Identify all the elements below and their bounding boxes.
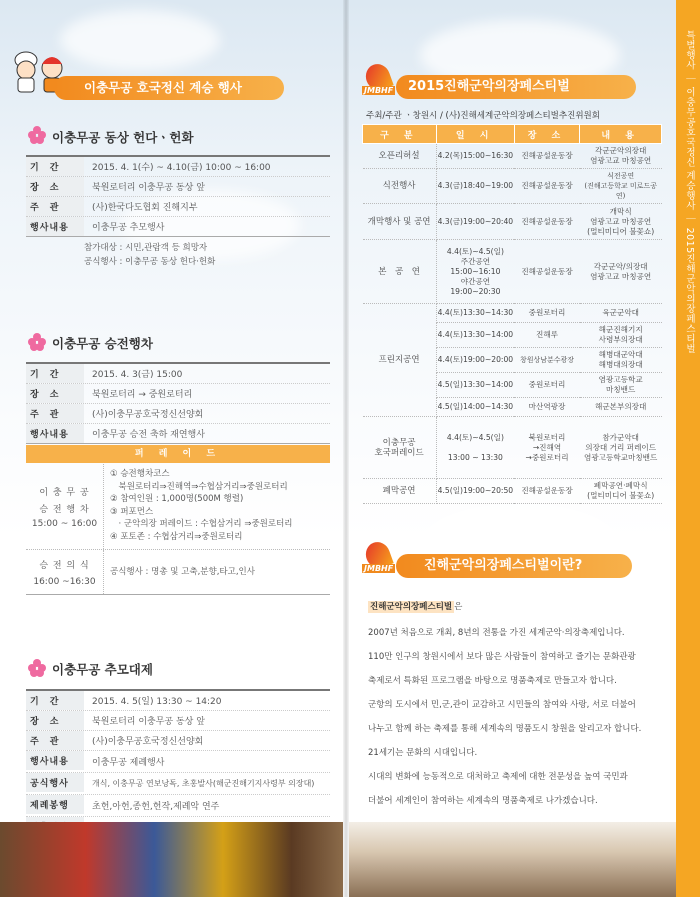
- schedule-content: 개막식 염광고교 마칭공연 (멀티미디어 불꽃쇼): [580, 204, 662, 240]
- schedule-header: 일 시: [436, 125, 514, 144]
- about-suffix: 은: [454, 602, 463, 612]
- info-key: 장 소: [26, 711, 84, 730]
- schedule-cat: 오픈리허설: [363, 144, 437, 169]
- festival-title: 2015진해군악의장페스티벌: [396, 75, 636, 99]
- info-key: 주 관: [26, 197, 84, 216]
- about-line: 더불어 세계인이 참여하는 세계속의 명품축제로 나가겠습니다.: [368, 796, 598, 806]
- schedule-content: 해군진해기지 사령부의장대: [580, 323, 662, 348]
- schedule-place: 창원상남분수광장: [514, 348, 580, 373]
- schedule-content: 식전공연 (진해고등학교 미로드공연): [580, 169, 662, 204]
- parade-line: 북원로터리⇒진해역⇒수협삼거리⇒중원로터리: [110, 481, 288, 492]
- logo-text: JMBHF: [364, 86, 394, 95]
- about-line: 2007년 처음으로 개최, 8년의 전통을 가진 세계군악·의장축제입니다.: [368, 628, 625, 638]
- schedule-date: 4.4(토)19:00~20:00: [436, 348, 514, 373]
- about-highlight: 진해군악의장페스티벌: [370, 602, 453, 612]
- info-key: 행사내용: [26, 424, 84, 443]
- parade-table: [26, 464, 330, 595]
- schedule-header: 장 소: [514, 125, 580, 144]
- schedule-place: 중원로터리: [514, 304, 580, 323]
- schedule-place: 마산역광장: [514, 398, 580, 417]
- parade-label: [26, 550, 104, 594]
- info-value: 이충무공 추모행사: [92, 223, 165, 233]
- schedule-content: 각군군악의장대 염광고교 마칭공연: [580, 144, 662, 169]
- schedule-content: 염광고등학교 마칭밴드: [580, 373, 662, 398]
- about-line: 나누고 함께 하는 축제를 통해 세계속의 명품도시 창원을 알리고자 합니다.: [368, 724, 642, 734]
- info-key: 행사내용: [26, 217, 84, 236]
- parade-label-line: 15:00 ~ 16:00: [31, 518, 98, 529]
- parade-line: ② 참여인원 : 1,000명(500M 행렬): [110, 494, 244, 504]
- bottom-photo-left: [0, 822, 343, 897]
- schedule-date: 4.5(일)19:00~20:50: [436, 479, 514, 504]
- schedule-header: 구 분: [363, 125, 437, 144]
- about-line: 21세기는 문화의 시대입니다.: [368, 748, 478, 758]
- info-value: 개식, 이충무공 연보낭독, 초홍발사(해군진해기지사령부 의장대): [92, 779, 315, 788]
- schedule-place: 진해공설운동장: [514, 479, 580, 504]
- schedule-content: 육군군악대: [580, 304, 662, 323]
- schedule-content: 각군군악/의장대 염광고교 마칭공연: [580, 240, 662, 304]
- bottom-photo-right: [349, 822, 676, 897]
- info-value: (사)이충무공호국정신선양회: [92, 410, 204, 420]
- logo-text: JMBHF: [364, 564, 394, 573]
- info-table-1: [26, 155, 330, 237]
- schedule-place: 진해공설운동장: [514, 144, 580, 169]
- schedule-content: 폐막공연·폐막식 (멀티미디어 불꽃쇼): [580, 479, 662, 504]
- about-line: 시대의 변화에 능동적으로 대처하고 축제에 대한 전문성을 높여 국민과: [368, 772, 628, 782]
- parade-line: ④ 포토존 : 수협삼거리⇒중원로터리: [110, 531, 243, 542]
- info-key: 행사내용: [26, 751, 84, 770]
- parade-line: 공식행사 : 명총 및 고축,분향,타고,인사: [110, 566, 255, 577]
- info-value: 2015. 4. 1(수) ~ 4.10(금) 10:00 ~ 16:00: [92, 163, 271, 173]
- schedule-date: 4.2(목)15:00~16:30: [436, 144, 514, 169]
- info-key: 장 소: [26, 177, 84, 196]
- sidebar-text: 특별행사 ｜ 이충무공호국정신 계승행사 ｜ 2015진해군악의장페스티벌: [684, 30, 695, 354]
- parade-label: [26, 464, 104, 549]
- info-value: 이충무공 제례행사: [92, 758, 165, 768]
- schedule-place: 진해공설운동장: [514, 240, 580, 304]
- info-key: 공식행사: [26, 773, 84, 792]
- schedule-cat: 본 공 연: [363, 240, 437, 304]
- schedule-place: 진해공설운동장: [514, 204, 580, 240]
- parade-label-line: 승 전 행 차: [39, 504, 90, 515]
- parade-label-line: 이 충 무 공: [39, 487, 90, 498]
- info-key: 장 소: [26, 384, 84, 403]
- sidebar: [676, 0, 700, 897]
- info-key: 기 간: [26, 691, 84, 710]
- info-extra: 참가대상 : 시민,관람객 등 희망자: [84, 243, 208, 253]
- schedule-place: 진해루: [514, 323, 580, 348]
- schedule-date: 4.4(토)~4.5(일) 13:00 ~ 13:30: [436, 417, 514, 479]
- schedule-place: 중원로터리: [514, 373, 580, 398]
- info-key: 주 관: [26, 404, 84, 423]
- schedule-date: 4.4(토)13:30~14:00: [436, 323, 514, 348]
- schedule-cat: 식전행사: [363, 169, 437, 204]
- schedule-header: 내 용: [580, 125, 662, 144]
- info-key: 제례봉행: [26, 795, 84, 814]
- about-title: 진해군악의장페스티벌이란?: [396, 554, 632, 578]
- parade-label-line: 16:00 ~16:30: [33, 576, 96, 587]
- about-line: 110만 인구의 창원시에서 보다 많은 사람들이 참여하고 즐기는 문화관광: [368, 652, 636, 662]
- schedule-place: 북원로터리 →진해역 →중원로터리: [514, 417, 580, 479]
- info-extra: 공식행사 : 이충무공 동상 헌다·헌화: [84, 257, 216, 267]
- info-value: (사)한국다도협회 진해지부: [92, 203, 198, 213]
- schedule-content: 참가군악대 의장대 거리 퍼레이드 염광고등학교마칭밴드: [580, 417, 662, 479]
- schedule-date: 4.4(토)13:30~14:30: [436, 304, 514, 323]
- about-lead: [368, 600, 658, 612]
- schedule-table: [362, 124, 662, 504]
- flower-icon: [28, 126, 46, 144]
- info-value: 북원로터리 이충무공 동상 앞: [92, 717, 205, 727]
- info-key: 기 간: [26, 364, 84, 383]
- info-value: 2015. 4. 5(일) 13:30 ~ 14:20: [92, 697, 222, 707]
- schedule-date: 4.3(금)18:40~19:00: [436, 169, 514, 204]
- parade-label-line: 승 전 의 식: [39, 560, 90, 571]
- schedule-date: 4.3(금)19:00~20:40: [436, 204, 514, 240]
- schedule-cat: 개막행사 및 공연: [363, 204, 437, 240]
- info-table-3: [26, 689, 330, 840]
- section-title-2: 이충무공 승전행차: [52, 336, 153, 351]
- flower-icon: [28, 333, 46, 351]
- info-value: 북원로터리 → 중원로터리: [92, 390, 193, 400]
- main-title: 이충무공 호국정신 계승 행사: [54, 76, 284, 100]
- parade-header: 퍼 레 이 드: [26, 445, 330, 463]
- info-table-2: [26, 362, 330, 444]
- parade-content: [104, 550, 261, 594]
- about-line: 축제로서 특화된 프로그램을 바탕으로 명품축제로 만들고자 합니다.: [368, 676, 617, 686]
- flower-icon: [28, 659, 46, 677]
- page-fold: [343, 0, 349, 897]
- info-value: (사)이충무공호국정신선양회: [92, 737, 204, 747]
- info-value: 이충무공 승전 축하 재연행사: [92, 430, 205, 440]
- section-title-3: 이충무공 추모대제: [52, 662, 153, 677]
- parade-line: ③ 퍼포먼스: [110, 506, 154, 517]
- info-key: 기 간: [26, 157, 84, 176]
- parade-line: ① 승전행차코스: [110, 469, 170, 479]
- organizer: 주최/주관 ㆍ창원시 / (사)진해세계군악의장페스티벌추진위원회: [366, 111, 600, 121]
- parade-content: [104, 464, 299, 549]
- info-value: 북원로터리 이충무공 동상 앞: [92, 183, 205, 193]
- about-line: 군항의 도시에서 민,군,관이 교감하고 시민들의 참여와 사랑, 서로 더불어: [368, 700, 636, 710]
- schedule-cat: 폐막공연: [363, 479, 437, 504]
- schedule-cat: 이충무공 호국퍼레이드: [363, 417, 437, 479]
- schedule-content: 해군본부의장대: [580, 398, 662, 417]
- schedule-cat: 프린지공연: [363, 304, 437, 417]
- schedule-content: 해병대군악대 해병대의장대: [580, 348, 662, 373]
- schedule-date: 4.5(일)14:00~14:30: [436, 398, 514, 417]
- info-key: 주 관: [26, 731, 84, 750]
- schedule-place: 진해공설운동장: [514, 169, 580, 204]
- info-value: 초헌,아헌,종헌,헌작,제례악 연주: [92, 802, 220, 812]
- section-title-1: 이충무공 동상 헌다ㆍ헌화: [52, 130, 194, 145]
- schedule-date: 4.4(토)~4.5(일) 주간공연15:00~16:10 야간공연19:00~20:30: [436, 240, 514, 304]
- parade-line: · 군악의장 퍼레이드 : 수협삼거리 ⇒중원로터리: [110, 519, 293, 529]
- info-value: 2015. 4. 3(금) 15:00: [92, 370, 183, 380]
- schedule-date: 4.5(일)13:30~14:00: [436, 373, 514, 398]
